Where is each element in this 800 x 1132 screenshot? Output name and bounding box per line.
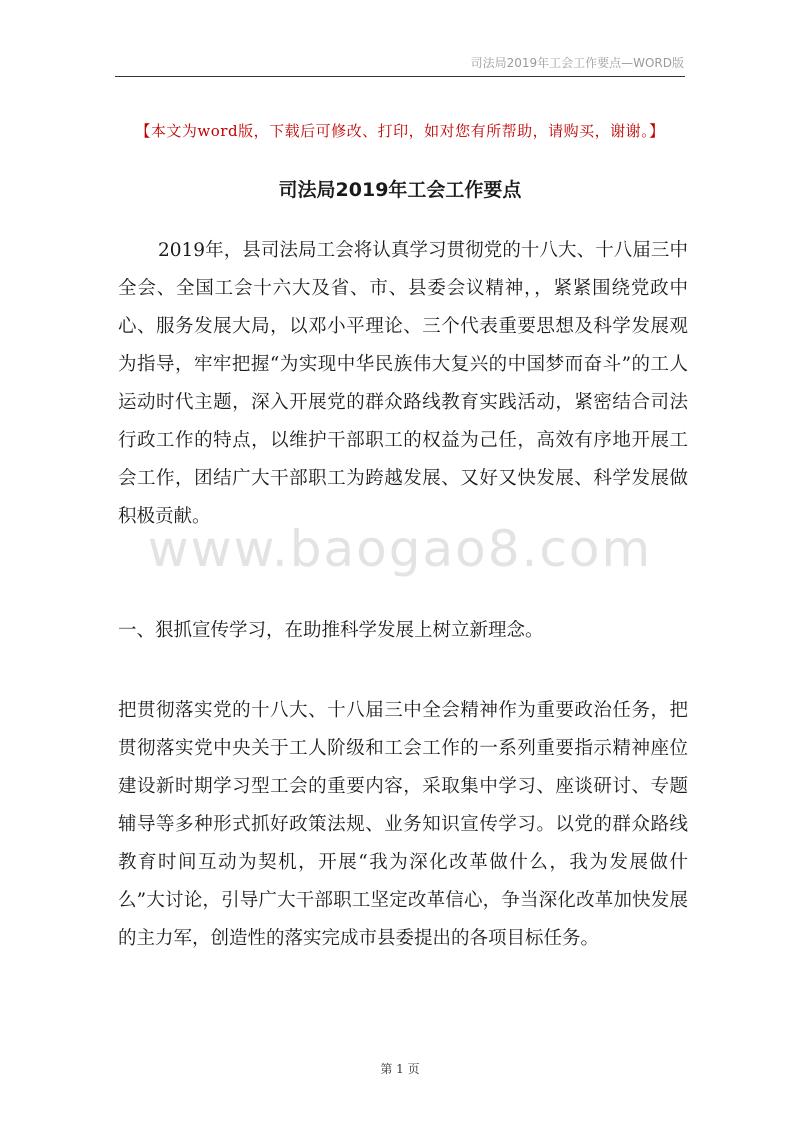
intro-paragraph: 2019年，县司法局工会将认真学习贯彻党的十八大、十八届三中全会、全国工会十六大及省、市、县委会议精神，，紧紧围绕党政中心、服务发展大局，以邓小平理论、三个代表重要思想及科学发展观为指导，牢牢把握“为实现中华民族伟大复兴的中国梦而奋斗”的工人运动时代主题，深入开展党的群众路线教育实践活动，紧密结合司法行政工作的特点，以维护干部职工的权益为己任，高效有序地开展工会工作，团结广大干部职工为跨越发展、又好又快发展、科学发展做积极贡献。 <box>118 240 688 527</box>
running-header: 司法局2019年工会工作要点—WORD版 <box>470 56 684 70</box>
purchase-notice: 【本文为word版，下载后可修改、打印，如对您有所帮助，请购买，谢谢。】 <box>135 122 665 140</box>
watermark: www.baogao8.com <box>147 520 653 578</box>
page-number: 第 1 页 <box>380 1062 420 1076</box>
section-heading-1: 一、狠抓宣传学习，在助推科学发展上树立新理念。 <box>118 620 544 641</box>
header-divider <box>115 76 685 77</box>
section-1-paragraph: 把贯彻落实党的十八大、十八届三中全会精神作为重要政治任务，把贯彻落实党中央关于工人阶级和工会工作的一系列重要指示精神座位建设新时期学习型工会的重要内容，采取集中学习、座谈研讨、专题辅导等多种形式抓好政策法规、业务知识宣传学习。以党的群众路线教育时间互动为契机，开展“我为深化改革做什么，我为发展做什么”大讨论，引导广大干部职工坚定改革信心，争当深化改革加快发展的主力军，创造性的落实完成市县委提出的各项目标任务。 <box>118 700 688 949</box>
document-title: 司法局2019年工会工作要点 <box>278 179 522 201</box>
